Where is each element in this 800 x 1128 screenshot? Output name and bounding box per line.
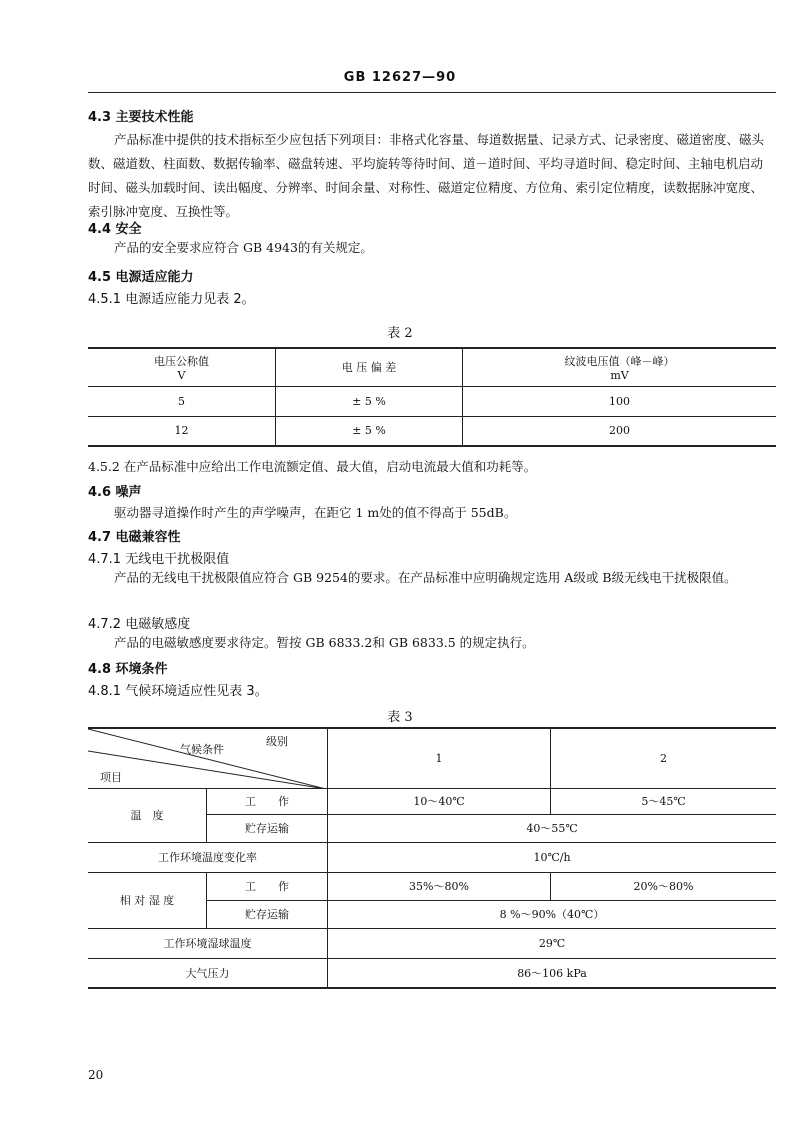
section-4-7-heading: 4.7 电磁兼容性 [88,530,181,545]
table-row: 12 ± 5 % 200 [88,416,776,446]
table-row: 5 ± 5 % 100 [88,386,776,416]
section-4-7-1-text: 产品的无线电干扰极限值应符合 GB 9254的要求。在产品标准中应明确规定选用 A级或 B级无线电干扰极限值。 [114,570,737,585]
section-4-5-heading: 4.5 电源适应能力 [88,270,194,285]
section-4-3-text: 产品标准中提供的技术指标至少应包括下列项目：非格式化容量、每道数据量、记录方式、记录密度、磁道密度、磁头数、磁道数、柱面数、数据传输率、磁盘转速、平均旋转等待时间、道－道时间、平均寻道时间、稳定时间、主轴电机启动时间、磁头加载时间、读出幅度、分辨率、时间余量、对称性、磁道定位精度、方位角、索引定位精度，读数据脉冲宽度、索引脉冲宽度、互换性等。 [88,132,765,219]
section-4-7-2-text: 产品的电磁敏感度要求待定。暂按 GB 6833.2和 GB 6833.5 的规定执行。 [114,635,535,650]
table-row: 工作环境温度变化率 10℃/h [88,842,776,872]
table-row: 温 度 工 作 10～40℃ 5～45℃ [88,788,776,814]
table-row: 相 对 湿 度 工 作 35%～80% 20%～80% [88,872,776,900]
section-4-5-2: 4.5.2 在产品标准中应给出工作电流额定值、最大值，启动电流最大值和功耗等。 [88,459,537,474]
standard-header: GB 12627—90 [343,70,457,85]
t2-header-deviation: 电 压 偏 差 [276,348,463,386]
t3-humid-label: 相 对 湿 度 [88,872,207,928]
table-row: 贮存运输 8 %～90%（40℃） [88,900,776,928]
section-4-8-1: 4.8.1 气候环境适应性见表 3。 [88,684,268,699]
section-4-6-heading: 4.6 噪声 [88,485,142,500]
section-4-6-text: 驱动器寻道操作时产生的声学噪声，在距它 1 m处的值不得高于 55dB。 [114,505,517,520]
header-rule [88,92,776,93]
t3-level-1: 1 [328,728,551,788]
section-4-5-1: 4.5.1 电源适应能力见表 2。 [88,292,255,307]
t3-temp-label: 温 度 [88,788,207,842]
t3-corner-cell [88,728,328,788]
table-2-caption: 表 2 [387,326,413,341]
section-4-4-heading: 4.4 安全 [88,222,142,237]
section-4-3-heading: 4.3 主要技术性能 [88,110,194,125]
page-number: 20 [88,1068,104,1082]
table-3-caption: 表 3 [387,710,413,725]
table-2 [88,347,776,447]
section-4-7-2-heading: 4.7.2 电磁敏感度 [88,617,191,632]
t3-corner-level: 级别 [266,735,288,748]
t2-header-nominal: 电压公称值 V [88,348,276,386]
diagonal-lines [88,729,326,789]
table-3 [88,727,776,989]
t3-corner-item: 项目 [100,771,122,784]
table-row: 大气压力 86～106 kPa [88,958,776,988]
t3-level-2: 2 [551,728,777,788]
section-4-7-1-heading: 4.7.1 无线电干扰极限值 [88,552,230,567]
table-row: 工作环境湿球温度 29℃ [88,928,776,958]
t2-header-ripple: 纹波电压值（峰－峰） mV [463,348,777,386]
t3-corner-cond: 气候条件 [180,743,224,756]
table-row: 贮存运输 40～55℃ [88,814,776,842]
section-4-8-heading: 4.8 环境条件 [88,662,168,677]
section-4-4-text: 产品的安全要求应符合 GB 4943的有关规定。 [114,240,373,255]
